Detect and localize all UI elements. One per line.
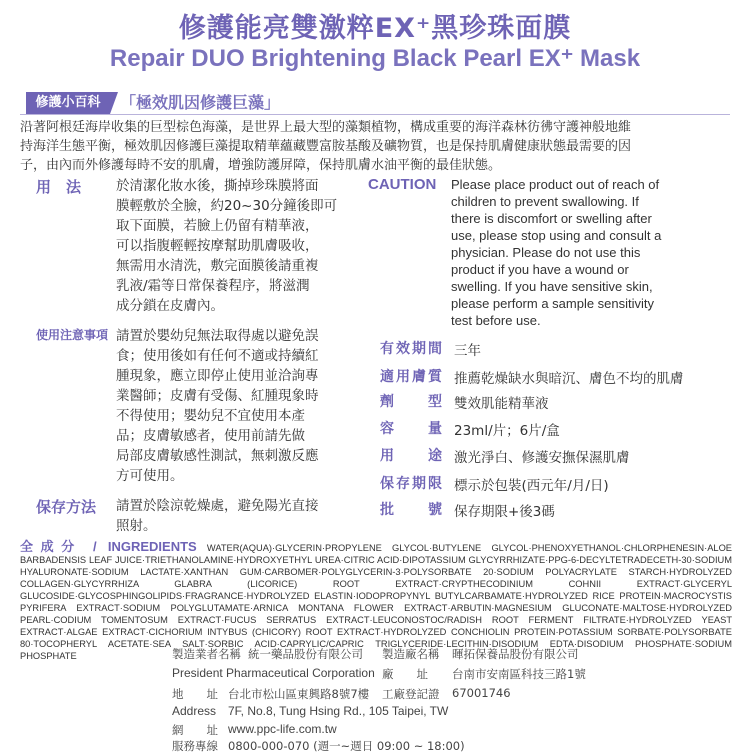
spec-label-form: 劑型 — [380, 394, 442, 410]
website-label: 網 址 — [172, 723, 218, 737]
ingredient-subheading: 「極效肌因修護巨藻」 — [120, 93, 281, 112]
caution-line: there is discomfort or swelling after — [451, 211, 652, 226]
precautions-line: 業醫師；皮膚有受傷、紅腫現象時 — [116, 388, 319, 404]
website-link[interactable]: www.ppc-life.com.tw — [228, 722, 337, 736]
caution-label: CAUTION — [368, 176, 437, 193]
precautions-line: 方可使用。 — [116, 468, 184, 484]
spec-value-expiry: 標示於包裝(西元年/月/日) — [454, 478, 609, 494]
caution-line: product if you have a wound or — [451, 262, 629, 277]
usage-line: 乳液/霜等日常保養程序，將滋潤 — [116, 278, 310, 294]
usage-line: 可以指腹輕輕按摩幫助肌膚吸收， — [116, 238, 319, 254]
maker-label: 製造業者名稱 — [172, 647, 241, 661]
ingredients-list: WATER(AQUA)·GLYCERIN·PROPYLENE GLYCOL·BUTYLENE GLYCOL·PHENOXYETHANOL·CHLORPHENESIN·ALOE BARBADENSIS LEAF JUICE·TRIETHANOLAMINE·HYDROXYETHYL UREA·CITRIC ACID·DIPOTASSIUM GLYCYRRHIZATE·PPG-6-DECYLTETRADECETH-30·SODIUM HYALURONATE·SODIUM LACTATE·XANTHAN GUM·CARBOMER·POLYGLYCERIN-3·POLYSORBATE 20·SODIUM POLYACRYLATE STARCH·HYDROLYZED COLLAGEN·GLYCYRRHIZA GLABRA (LICORICE) ROOT EXTRACT·CRYPTHECODINIUM COHNII EXTRACT·GLYCERYL GLUCOSIDE·GLYCOSPHINGOLIPIDS·FRAGRANCE·HYDROLYZED ELASTIN·IODOPROPYNYL BUTYLCARBAMATE·HYDROLYZED RICE PROTEIN·MACROCYSTIS PYRIFERA EXTRACT·SODIUM POLYGLUTAMATE·ARNICA MONTANA FLOWER EXTRACT·ARBUTIN·MAGNESIUM GLUCONATE·MALTOSE·HYDROLYZED PEARL·CODIUM TOMENTOSUM EXTRACT·FUCUS SERRATUS EXTRACT·LEUCONOSTOC/RADISH ROOT FERMENT FILTRATE·HYDROLYZED YEAST EXTRACT·ALGAE EXTRACT·CICHORIUM INTYBUS (CHICORY) ROOT EXTRACT·HYDROLYZED CONCHIOLIN PROTEIN·POTASSIUM SORBATE·POLYSORBATE 80·TOCOPHERYL ACETATE·SEA SALT·SORBIC ACID·CAPRYLIC/CAPRIC TRIGLYCERIDE·LECITHIN·DISODIUM EDTA·DISODIUM PHOSPHATE·SODIUM PHOSPHATE — [20, 543, 733, 661]
address-english-label: Address — [172, 704, 217, 718]
hotline-value: 0800-000-070 (週一~週日 09:00 ~ 18:00) — [228, 739, 465, 753]
spec-label-expiry: 保存期限 — [380, 476, 442, 492]
precautions-label: 使用注意事項 — [36, 328, 109, 342]
caution-line: use, please stop using and consult a — [451, 228, 662, 243]
usage-line: 取下面膜，若臉上仍留有精華液， — [116, 218, 319, 234]
intro-line: 持海洋生態平衡，極效肌因修護巨藻提取精華蘊藏豐富胺基酸及礦物質，也是保持肌膚健康狀態最需要的因 — [20, 139, 632, 154]
intro-line: 沿著阿根廷海岸收集的巨型棕色海藻，是世界上最大型的藻類植物，構成重要的海洋森林彷彿守護神般地維 — [20, 120, 632, 135]
product-title-chinese: 修護能亮雙激粹EX⁺黑珍珠面膜 — [178, 13, 572, 44]
usage-label: 用 法 — [36, 178, 82, 196]
product-title-english: Repair DUO Brightening Black Pearl EX⁺ Mask — [109, 45, 641, 72]
factory-address: 台南市安南區科技三路1號 — [452, 667, 586, 681]
factory-name: 暉拓保養品股份有限公司 — [452, 647, 579, 661]
spec-value-shelf-life: 三年 — [454, 343, 481, 359]
spec-value-batch: 保存期限+後3碼 — [454, 504, 555, 520]
usage-line: 膜輕敷於全臉，約20~30分鐘後即可 — [116, 198, 338, 214]
spec-value-purpose: 激光淨白、修護安撫保濕肌膚 — [454, 450, 630, 466]
caution-line: swelling. If you have sensitive skin, — [451, 279, 653, 294]
caution-line: test before use. — [451, 313, 541, 328]
precautions-line: 不得使用；嬰幼兒不宜使用本產 — [116, 408, 305, 424]
hotline-label: 服務專線 — [172, 739, 218, 753]
storage-line: 請置於陰涼乾燥處，避免陽光直接 — [116, 498, 319, 514]
storage-label: 保存方法 — [36, 498, 97, 516]
ingredients-block — [20, 541, 732, 662]
factory-address-label: 廠 址 — [382, 667, 428, 681]
spec-value-form: 雙效肌能精華液 — [454, 396, 549, 412]
precautions-line: 腫現象，應立即停止使用並洽詢專 — [116, 368, 319, 384]
maker-name: 統一藥品股份有限公司 — [248, 647, 363, 661]
address-value: 台北市松山區東興路8號7樓 — [228, 687, 370, 701]
tag-corner-decoration — [110, 92, 118, 114]
intro-line: 子，由內而外修護每時不安的肌膚，增強防護屏障，保持肌膚水油平衡的最佳狀態。 — [20, 158, 502, 173]
factory-registration-number: 67001746 — [452, 686, 511, 700]
spec-label-batch: 批號 — [380, 502, 442, 518]
storage-line: 照射。 — [116, 518, 157, 534]
caution-text — [451, 176, 681, 329]
caution-line: physician. Please do not use this — [451, 245, 641, 260]
storage-text — [116, 496, 356, 536]
precautions-text — [116, 326, 356, 486]
usage-line: 無需用水清洗，敷完面膜後請重複 — [116, 258, 319, 274]
maker-name-english: President Pharmaceutical Corporation — [172, 666, 375, 680]
intro-paragraph — [20, 118, 734, 175]
spec-label-shelf-life: 有效期間 — [380, 341, 442, 357]
caution-line: Please place product out of reach of — [451, 177, 660, 192]
spec-label-skin-type: 適用膚質 — [380, 369, 442, 385]
precautions-line: 品；皮膚敏感者，使用前請先做 — [116, 428, 305, 444]
address-label: 地 址 — [172, 687, 218, 701]
usage-line: 於清潔化妝水後，撕掉珍珠膜將面 — [116, 178, 319, 194]
spec-label-volume: 容量 — [380, 421, 442, 437]
address-english-value: 7F, No.8, Tung Hsing Rd., 105 Taipei, TW — [228, 704, 449, 718]
precautions-line: 請置於嬰幼兒無法取得處以避免誤 — [116, 328, 319, 344]
spec-value-skin-type: 推薦乾燥缺水與暗沉、膚色不均的肌膚 — [454, 371, 684, 387]
factory-registration-label: 工廠登記證 — [382, 687, 440, 701]
precautions-line: 食；使用後如有任何不適或持續紅 — [116, 348, 319, 364]
caution-line: please perform a sample sensitivity — [451, 296, 655, 311]
spec-label-purpose: 用途 — [380, 448, 442, 464]
usage-text — [116, 176, 356, 316]
ingredients-label: 全成分 / INGREDIENTS — [20, 539, 197, 554]
section-divider — [20, 114, 730, 115]
spec-value-volume: 23ml/片；6片/盒 — [454, 423, 560, 439]
caution-line: children to prevent swallowing. If — [451, 194, 639, 209]
precautions-line: 局部皮膚敏感性測試，無刺激反應 — [116, 448, 319, 464]
factory-name-label: 製造廠名稱 — [382, 647, 440, 661]
encyclopedia-tag: 修護小百科 — [26, 92, 110, 114]
usage-line: 成分鎖在皮膚內。 — [116, 298, 224, 314]
